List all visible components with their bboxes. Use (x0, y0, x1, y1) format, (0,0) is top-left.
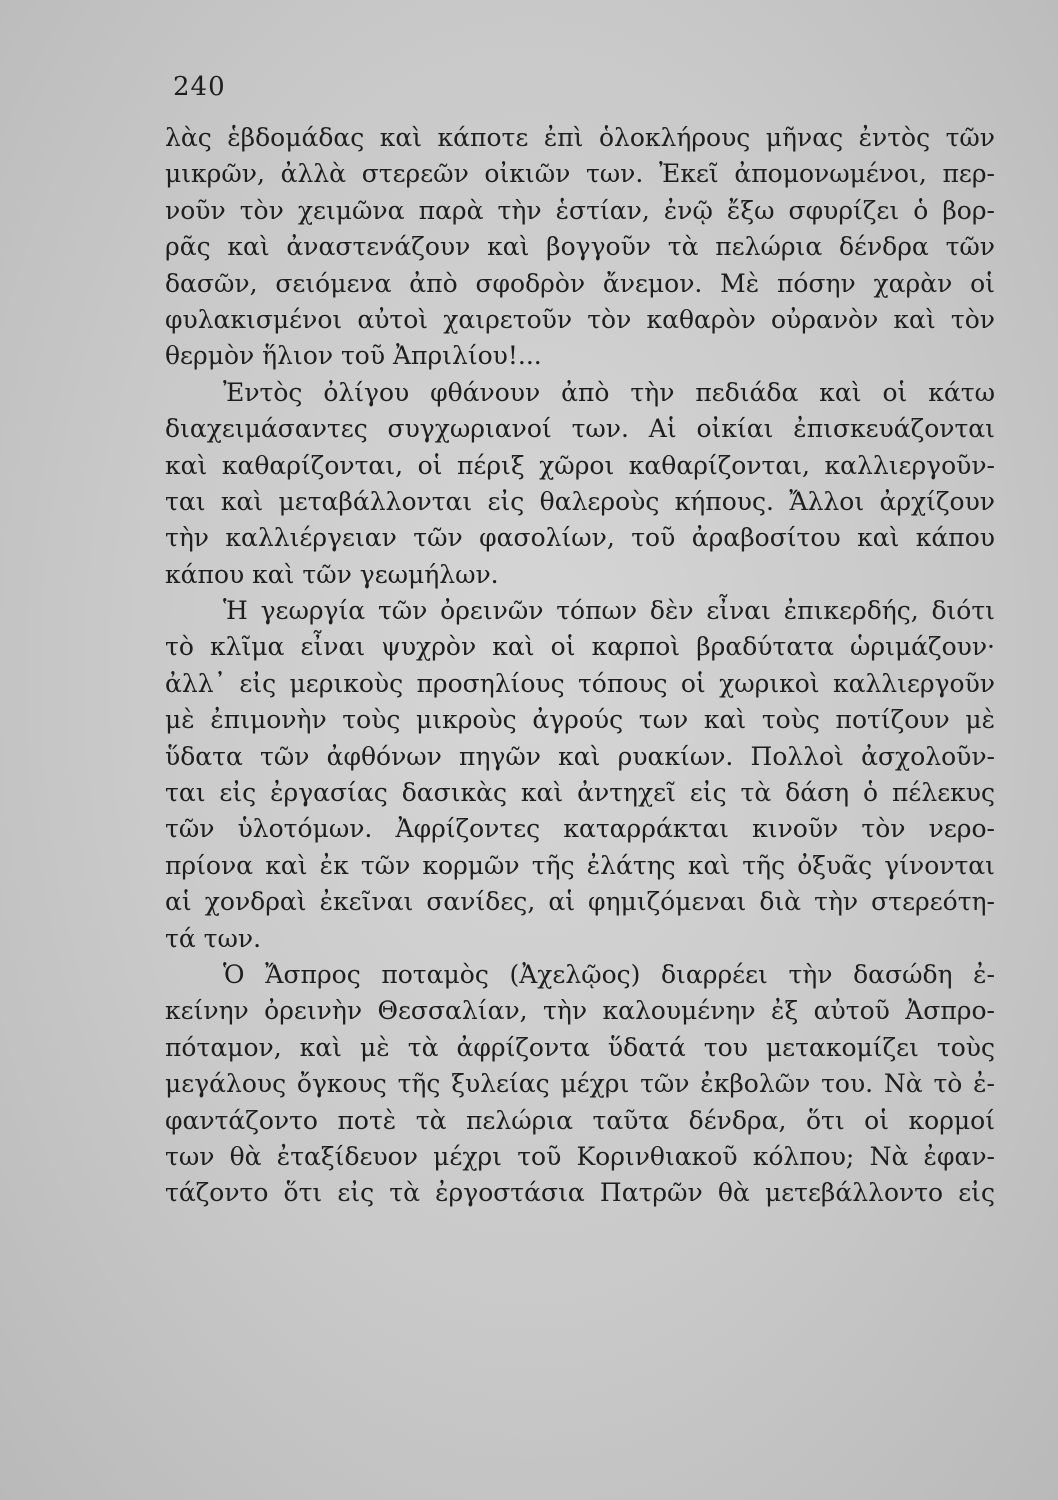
text-line: φαντάζοντο ποτὲ τὰ πελώρια ταῦτα δένδρα, ὅτι οἱ κορμοί (165, 1105, 995, 1135)
text-line: Ἡ γεωργία τῶν ὀρεινῶν τόπων δὲν εἶναι ἐπικερδής, διότι (223, 596, 995, 626)
text-line: πρίονα καὶ ἐκ τῶν κορμῶν τῆς ἐλάτης καὶ τῆς ὀξυᾶς γίνονται (165, 850, 995, 880)
text-line: νοῦν τὸν χειμῶνα παρὰ τὴν ἑστίαν, ἐνῷ ἔξω σφυρίζει ὁ βορ- (165, 195, 995, 225)
text-line: ρᾶς καὶ ἀναστενάζουν καὶ βογγοῦν τὰ πελώρια δένδρα τῶν (165, 232, 995, 262)
text-line: καὶ καθαρίζονται, οἱ πέριξ χῶροι καθαρίζονται, καλλιεργοῦν- (165, 450, 995, 480)
text-line: Ὁ Ἄσπρος ποταμὸς (Ἀχελῷος) διαρρέει τὴν δασώδη ἐ- (223, 959, 995, 989)
text-line: λὰς ἑβδομάδας καὶ κάποτε ἐπὶ ὁλοκλήρους μῆνας ἐντὸς τῶν (165, 123, 995, 152)
text-line: τὴν καλλιέργειαν τῶν φασολίων, τοῦ ἀραβοσίτου καὶ κάπου (165, 523, 995, 553)
text-line: αἱ χονδραὶ ἐκεῖναι σανίδες, αἱ φημιζόμεναι διὰ τὴν στερεότη- (165, 887, 995, 917)
text-line: μὲ ἐπιμονὴν τοὺς μικροὺς ἀγρούς των καὶ τοὺς ποτίζουν μὲ (165, 705, 995, 735)
text-line: τῶν ὑλοτόμων. Ἀφρίζοντες καταρράκται κινοῦν τὸν νερο- (165, 814, 995, 844)
text-line: μικρῶν, ἀλλὰ στερεῶν οἰκιῶν των. Ἐκεῖ ἀπομονωμένοι, περ- (165, 159, 995, 189)
text-line: ται εἰς ἐργασίας δασικὰς καὶ ἀντηχεῖ εἰς τὰ δάση ὁ πέλεκυς (165, 778, 995, 808)
text-line: διαχειμάσαντες συγχωριανοί των. Αἱ οἰκίαι ἐπισκευάζονται (165, 414, 995, 444)
text-line: ἀλλ᾽ εἰς μερικοὺς προσηλίους τόπους οἱ χωρικοὶ καλλιεργοῦν (165, 668, 995, 698)
text-line: Ἐντὸς ὀλίγου φθάνουν ἀπὸ τὴν πεδιάδα καὶ οἱ κάτω (223, 377, 995, 407)
text-line: ται καὶ μεταβάλλονται εἰς θαλεροὺς κήπους. Ἄλλοι ἀρχίζουν (165, 486, 995, 516)
text-line: τάζοντο ὅτι εἰς τὰ ἐργοστάσια Πατρῶν θὰ μετεβάλλοντο εἰς (165, 1178, 995, 1208)
text-line: των θὰ ἐταξίδευον μέχρι τοῦ Κορινθιακοῦ κόλπου; Νὰ ἐφαν- (165, 1141, 995, 1171)
text-line: δασῶν, σειόμενα ἀπὸ σφοδρὸν ἄνεμον. Μὲ πόσην χαρὰν οἱ (165, 268, 995, 298)
text-line: τὸ κλῖμα εἶναι ψυχρὸν καὶ οἱ καρποὶ βραδύτατα ὡριμάζουν· (165, 632, 995, 662)
text-line: τά των. (165, 923, 262, 953)
text-line: φυλακισμένοι αὐτοὶ χαιρετοῦν τὸν καθαρὸν οὐρανὸν καὶ τὸν (165, 304, 995, 334)
page-number: 240 (173, 72, 226, 102)
text-line: πόταμον, καὶ μὲ τὰ ἀφρίζοντα ὕδατά του μετακομίζει τοὺς (165, 1032, 995, 1062)
text-line: θερμὸν ἥλιον τοῦ Ἀπριλίου!... (165, 341, 542, 371)
text-line: κείνην ὀρεινὴν Θεσσαλίαν, τὴν καλουμένην ἐξ αὐτοῦ Ἀσπρο- (165, 996, 995, 1026)
text-line: μεγάλους ὄγκους τῆς ξυλείας μέχρι τῶν ἐκβολῶν του. Νὰ τὸ ἐ- (165, 1069, 995, 1099)
text-line: κάπου καὶ τῶν γεωμήλων. (165, 559, 499, 589)
body-text (165, 120, 995, 1212)
text-line: ὕδατα τῶν ἀφθόνων πηγῶν καὶ ρυακίων. Πολλοὶ ἀσχολοῦν- (165, 741, 995, 771)
